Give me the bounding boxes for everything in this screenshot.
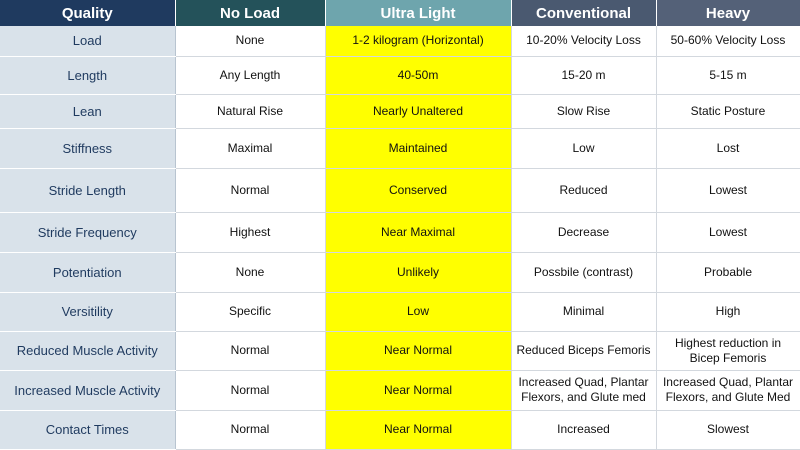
heavy-cell: Increased Quad, Plantar Flexors, and Glute Med: [656, 370, 800, 410]
ultra-light-cell: 1-2 kilogram (Horizontal): [325, 26, 511, 56]
header-no-load: No Load: [175, 0, 325, 26]
quality-cell: Increased Muscle Activity: [0, 370, 175, 410]
quality-cell: Versitility: [0, 293, 175, 331]
conventional-cell: Increased Quad, Plantar Flexors, and Glute med: [511, 370, 656, 410]
ultra-light-cell: Near Normal: [325, 331, 511, 370]
heavy-cell: 50-60% Velocity Loss: [656, 26, 800, 56]
ultra-light-cell: Low: [325, 293, 511, 331]
heavy-cell: Lost: [656, 128, 800, 168]
header-heavy: Heavy: [656, 0, 800, 26]
table-row: [0, 26, 800, 56]
heavy-cell: Highest reduction in Bicep Femoris: [656, 331, 800, 370]
ultra-light-cell: Maintained: [325, 128, 511, 168]
no-load-cell: None: [175, 26, 325, 56]
conventional-cell: Slow Rise: [511, 94, 656, 128]
table-row: [0, 370, 800, 410]
heavy-cell: Lowest: [656, 168, 800, 212]
table-row: [0, 94, 800, 128]
heavy-cell: Probable: [656, 253, 800, 293]
no-load-cell: Highest: [175, 213, 325, 253]
conventional-cell: 15-20 m: [511, 56, 656, 94]
conventional-cell: Increased: [511, 410, 656, 449]
ultra-light-cell: 40-50m: [325, 56, 511, 94]
conventional-cell: Possbile (contrast): [511, 253, 656, 293]
table-row: [0, 168, 800, 212]
table-row: [0, 56, 800, 94]
table-body: [0, 26, 800, 450]
conventional-cell: Reduced: [511, 168, 656, 212]
conventional-cell: Decrease: [511, 213, 656, 253]
quality-cell: Length: [0, 56, 175, 94]
no-load-cell: Any Length: [175, 56, 325, 94]
ultra-light-cell: Near Maximal: [325, 213, 511, 253]
table-row: [0, 213, 800, 253]
header-conventional: Conventional: [511, 0, 656, 26]
heavy-cell: Static Posture: [656, 94, 800, 128]
quality-cell: Stride Frequency: [0, 213, 175, 253]
table-row: [0, 253, 800, 293]
ultra-light-cell: Near Normal: [325, 410, 511, 449]
table-row: [0, 331, 800, 370]
heavy-cell: Slowest: [656, 410, 800, 449]
conventional-cell: 10-20% Velocity Loss: [511, 26, 656, 56]
table-row: [0, 410, 800, 449]
no-load-cell: Normal: [175, 410, 325, 449]
conventional-cell: Minimal: [511, 293, 656, 331]
no-load-cell: None: [175, 253, 325, 293]
header-ultra-light: Ultra Light: [325, 0, 511, 26]
ultra-light-cell: Near Normal: [325, 370, 511, 410]
ultra-light-cell: Unlikely: [325, 253, 511, 293]
no-load-cell: Specific: [175, 293, 325, 331]
quality-cell: Lean: [0, 94, 175, 128]
header-row: [0, 0, 800, 26]
quality-cell: Potentiation: [0, 253, 175, 293]
no-load-cell: Normal: [175, 168, 325, 212]
no-load-cell: Normal: [175, 370, 325, 410]
quality-cell: Stiffness: [0, 128, 175, 168]
conventional-cell: Low: [511, 128, 656, 168]
heavy-cell: Lowest: [656, 213, 800, 253]
header-quality: Quality: [0, 0, 175, 26]
heavy-cell: 5-15 m: [656, 56, 800, 94]
quality-cell: Load: [0, 26, 175, 56]
quality-cell: Contact Times: [0, 410, 175, 449]
no-load-cell: Natural Rise: [175, 94, 325, 128]
table-row: [0, 293, 800, 331]
ultra-light-cell: Nearly Unaltered: [325, 94, 511, 128]
table-row: [0, 128, 800, 168]
quality-cell: Reduced Muscle Activity: [0, 331, 175, 370]
quality-cell: Stride Length: [0, 168, 175, 212]
no-load-cell: Maximal: [175, 128, 325, 168]
conventional-cell: Reduced Biceps Femoris: [511, 331, 656, 370]
ultra-light-cell: Conserved: [325, 168, 511, 212]
no-load-cell: Normal: [175, 331, 325, 370]
heavy-cell: High: [656, 293, 800, 331]
